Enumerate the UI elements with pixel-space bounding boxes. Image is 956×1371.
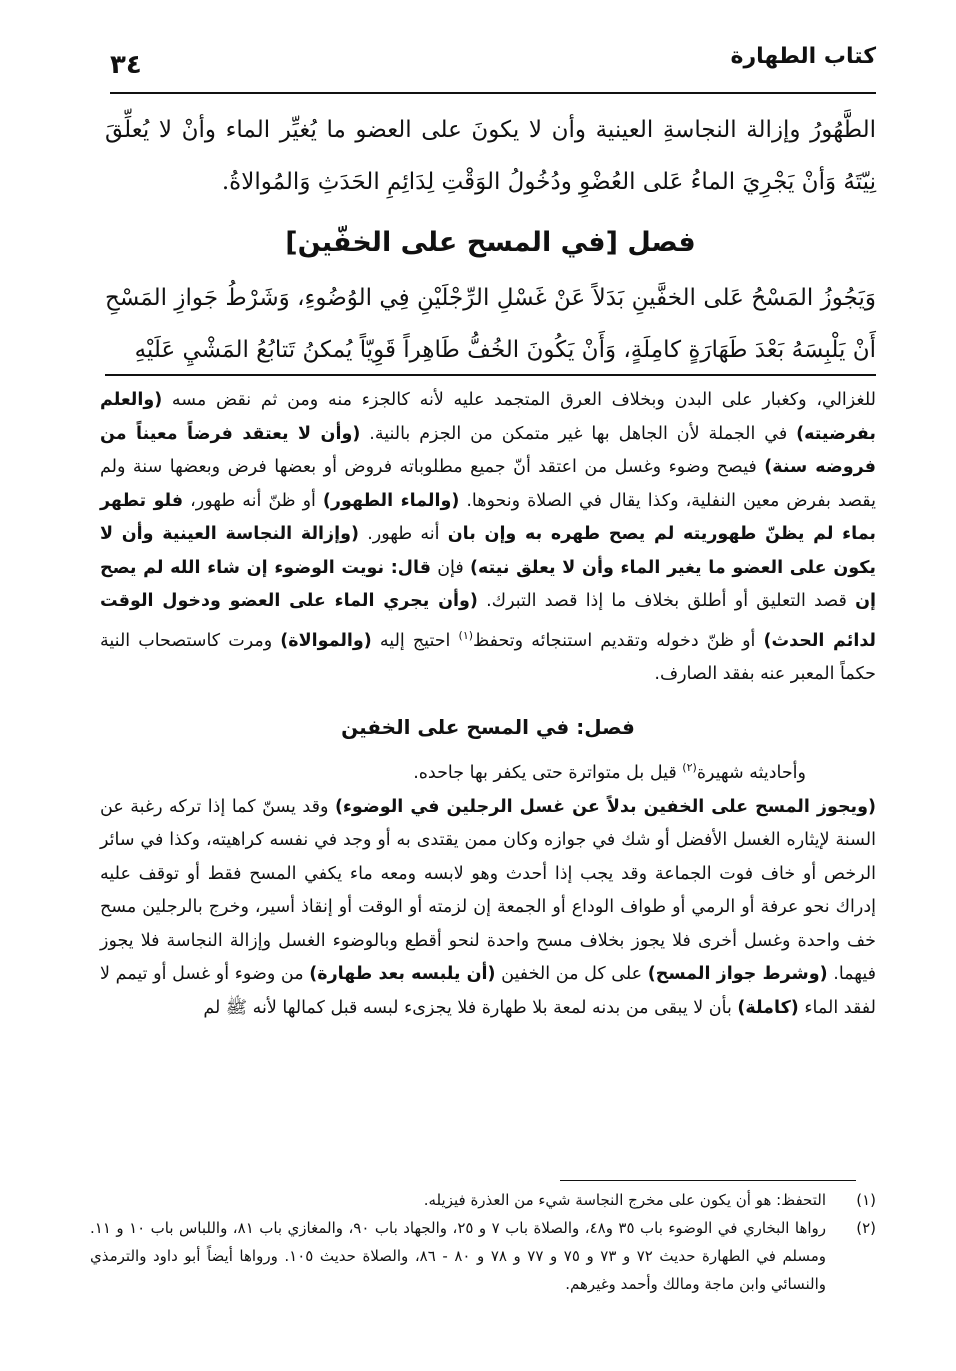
- footnote-number: (١): [856, 1191, 876, 1209]
- quoted-matn: (والعلم بفرضيته): [100, 390, 876, 444]
- commentary-text: على كل من الخفين: [495, 964, 648, 985]
- footnote-text: التحفظ: هو أن يكون على مخرج النجاسة شيء من العذرة فيزيله.: [423, 1191, 826, 1209]
- footnotes: [90, 1186, 876, 1298]
- quoted-matn: (وأن لا يعتقد فرضاً معيناً من فروضه سنة): [100, 423, 876, 477]
- quoted-matn: (وأن يجري الماء على العضو ودخول الوقت لدائم الحدث): [100, 591, 876, 651]
- commentary-text: بأن لا يبقى من بدنه لمعة بلا طهارة فلا يجزىء لبسه قبل كمالها لأنه ﷺ لم: [203, 997, 738, 1018]
- commentary-heading: فصل: في المسح على الخفين: [341, 715, 635, 740]
- quoted-matn: (أن يلبسه بعد طهارة): [309, 964, 496, 985]
- page-number: ٣٤: [110, 50, 142, 80]
- footnote: [90, 1214, 876, 1298]
- commentary-text: أو ظنّ دخوله وتقديم استنجائه وتحفظ: [473, 630, 764, 651]
- footnote-ref: (١): [458, 628, 474, 642]
- footnote-number: (٢): [856, 1219, 876, 1237]
- quoted-matn: (والماء الطهور): [322, 490, 460, 511]
- commentary-text: قيل بل متواترة حتى يكفر بها جاحده.: [413, 763, 683, 784]
- commentary-text: وقد يسنّ كما إذا تركه رغبة عن السنة لإيثاره الغسل الأفضل أو شك في جوازه وكان ممن يقتدى به أو وجد في نفسه كراهيته، وكذا في سائر الرخص أو خاف فوت الجماعة وقد يجب إذا أحدث وهو لابسه ومعه ماء يكفي المسح فقط أو توقف عليه إدراك نحو عرفة أو الرمي أو طواف الوداع أو الجمعة إن لزمته أو الوقت أو إنقاذ أسير، وخرج بالرجلين مسح خف واحدة وغسل أخرى فلا يجوز بخلاف مسح واحدة لنحو أقطع وبالوضوء الغسل وإزالة النجاسة فلا يجوز فيهما.: [100, 796, 876, 985]
- commentary-text: وأحاديثه شهيرة: [696, 763, 806, 784]
- quoted-matn: (وشرط جواز المسح): [647, 964, 828, 985]
- section-heading: فصل [في المسح على الخفّين]: [285, 227, 696, 258]
- commentary-paragraph: [100, 751, 876, 790]
- commentary-text: أو ظنّ أنه طهور،: [183, 490, 323, 511]
- book-title: كتاب الطهارة: [730, 44, 876, 69]
- running-header: [110, 36, 876, 94]
- footnote-text: رواها البخاري في الوضوء باب ٣٥ و٤٨، والصلاة باب ٧ و ٢٥، والجهاد باب ٩٠، والمغازي باب ٨١، واللباس باب ١٠ و ١١. ومسلم في الطهارة حديث ٧٢ و ٧٣ و ٧٥ و ٧٧ و ٧٨ و ٨٠ - ٨٦، والصلاة حديث ١٠٥. ورواها أيضاً أبو داود والترمذي والنسائي وابن ماجة ومالك وأحمد وغيرهم.: [90, 1219, 827, 1293]
- footnote: [90, 1186, 876, 1214]
- main-paragraph: وَيَجُوزُ المَسْحُ عَلى الخفَّينِ بَدَلاً عَنْ غَسْلِ الرِّجْلَيْنِ فِي الوُضُوءِ، وَشَرْطُ جَوازِ المَسْحِ أَنْ يَلْبِسَهُ بَعْدَ طَهَارَةٍ كامِلَةٍ، وَأَنْ يَكُونَ الخُفُّ طَاهِراً قَوِيّاً يُمكنُ تَتابُعُ المَشْيِ عَلَيْهِ: [105, 285, 876, 363]
- commentary-text: من وضوء أو غسل أو تيمم لا لفقد الماء: [100, 964, 876, 1018]
- commentary-text: احتيج إليه: [371, 630, 459, 651]
- quoted-matn: (ويجوز المسح على الخفين بدلاً عن غسل الرجلين في الوضوء): [334, 796, 877, 817]
- quoted-matn: (كاملة): [737, 997, 799, 1018]
- footnote-ref: (٢): [682, 761, 697, 775]
- commentary-text: قصد التعليق أو أطلق بخلاف ما إذا قصد التبرك.: [477, 591, 856, 611]
- commentary-text: فيصح وضوء وغسل من اعتقد أنّ جميع مطلوباته فروض أو بعضها فرض وبعضها سنة ولم يقصد بفرض معين النفلية، وكذا يقال في الصلاة ونحوها.: [100, 457, 876, 511]
- commentary-paragraph: [100, 384, 876, 691]
- quoted-matn: (وإزالة النجاسة العينية وأن لا يكون على العضو ما يغير الماء وأن لا يعلق نيته): [100, 524, 876, 578]
- quoted-matn: قال: نويت الوضوء إن شاء الله لم يصح إن: [100, 557, 876, 611]
- text-divider: [105, 374, 876, 376]
- quoted-matn: (والموالاة): [280, 630, 372, 651]
- main-text: [105, 104, 876, 376]
- commentary-text: ومرت كاستصحاب النية حكماً المعبر عنه بفقد الصارف.: [100, 630, 876, 684]
- commentary-text: للغزالي، وكغبار على البدن وبخلاف العرق المتجمد عليه لأنه كالجزء منه ومن ثم نقض مسه: [162, 390, 876, 410]
- commentary-paragraph: [100, 791, 876, 1026]
- commentary-text: أنه طهور.: [359, 524, 448, 544]
- commentary-text: في الجملة لأن الجاهل بها غير متمكن من الجزم بالنية.: [360, 423, 797, 444]
- footnote-rule: [560, 1180, 856, 1181]
- quoted-matn: فلو تطهر بماء لم يظنّ طهوريته لم يصح طهره به وإن بان: [100, 490, 877, 544]
- commentary: [100, 384, 876, 1025]
- commentary-text: فإن: [431, 557, 470, 578]
- main-paragraph: الطَّهُورُ وإزالة النجاسةِ العينية وأن لا يكونَ على العضو ما يُغيِّر الماء وأنْ لا يُعلِّقَ نِيّتَهُ وَأنْ يَجْرِيَ الماءُ عَلى العُضْوِ ودُخُولُ الوَقْتِ لِدَائِمِ الحَدَثِ وَالمُوالاةُ.: [105, 117, 876, 195]
